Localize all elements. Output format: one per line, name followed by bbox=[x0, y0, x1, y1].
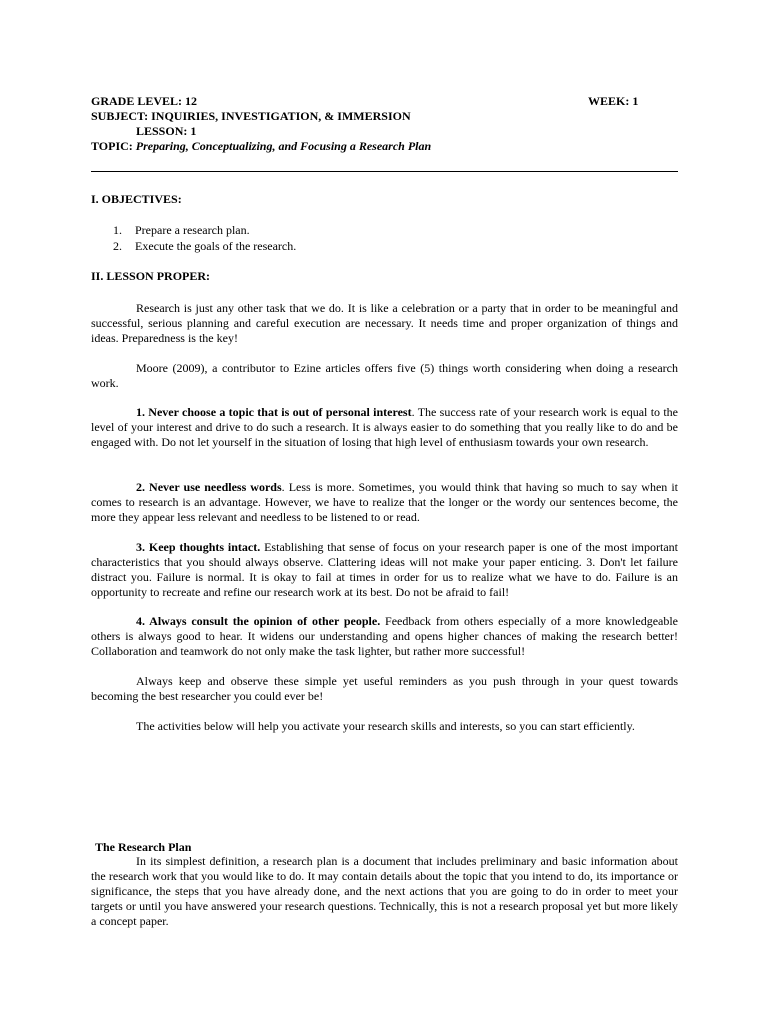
tip-title: 1. Never choose a topic that is out of personal interest bbox=[136, 405, 412, 419]
topic-label: TOPIC: bbox=[91, 139, 133, 153]
topic-value: Preparing, Conceptualizing, and Focusing a Research Plan bbox=[135, 139, 432, 153]
tip-title: 3. Keep thoughts intact. bbox=[136, 540, 261, 554]
tip-paragraph-3 bbox=[91, 540, 678, 600]
tip-title: 4. Always consult the opinion of other people. bbox=[136, 614, 381, 628]
tip-title: 2. Never use needless words bbox=[136, 480, 282, 494]
tip-body: Establishing that sense of focus on your research paper is one of the most important characteristics that you should always observe. Clattering ideas will not make your paper enticing. 3. Don't let failure distract you. Failure is normal. It is okay to fail at times in order for us to realize what we have to do. Failure is an opportunity to recreate and refine our research work at its best. Do not be afraid to fail! bbox=[91, 540, 679, 599]
tip-paragraph-2 bbox=[91, 480, 678, 525]
activities-paragraph: The activities below will help you activate your research skills and interests, so you can start efficiently. bbox=[136, 719, 635, 733]
lesson-label: LESSON: 1 bbox=[136, 124, 197, 138]
tip-body: . The success rate of your research work is equal to the level of your interest and drive to do such a research. It is always easier to do something that you really like to do and be engaged with. Do not let yourself in the situation of losing that high level of enthusiasm towards your own research. bbox=[91, 405, 679, 449]
list-item: 1. Prepare a research plan. bbox=[113, 223, 250, 237]
list-item: 2. Execute the goals of the research. bbox=[113, 239, 297, 253]
objectives-heading: I. OBJECTIVES: bbox=[91, 192, 182, 206]
grade-level: GRADE LEVEL: 12 bbox=[91, 94, 198, 108]
tip-paragraph-1 bbox=[91, 405, 678, 450]
week-label: WEEK: 1 bbox=[588, 94, 639, 108]
moore-paragraph: Moore (2009), a contributor to Ezine articles offers five (5) things worth considering when doing a research work. bbox=[91, 361, 678, 390]
tip-body: Feedback from others especially of a more knowledgeable others is always good to hear. It widens our understanding and opens higher chances of making the research better! Collaboration and teamwork do not only make the task lighter, but rather more successful! bbox=[91, 614, 679, 658]
reminder-paragraph: Always keep and observe these simple yet useful reminders as you push through in your quest towards becoming the best researcher you could ever be! bbox=[91, 674, 678, 703]
tip-body: . Less is more. Sometimes, you would think that having so much to say when it comes to research is an advantage. However, we have to realize that the longer or the wordy our sentences become, the more they appear less relevant and needless to be listened to or read. bbox=[91, 480, 678, 524]
lesson-proper-heading: II. LESSON PROPER: bbox=[91, 269, 211, 283]
subject-label: SUBJECT: INQUIRIES, INVESTIGATION, & IMMERSION bbox=[91, 109, 411, 123]
research-plan-title: The Research Plan bbox=[95, 840, 192, 854]
tip-paragraph-4 bbox=[91, 614, 678, 659]
header-divider bbox=[91, 171, 678, 172]
objectives-list bbox=[113, 222, 296, 254]
intro-paragraph: Research is just any other task that we do. It is like a celebration or a party that in order to be meaningful and successful, serious planning and careful execution are necessary. It needs time and proper organization of things and ideas. Preparedness is the key! bbox=[91, 301, 678, 345]
research-plan-paragraph: In its simplest definition, a research plan is a document that includes preliminary and basic information about the research work that you would like to do. It may contain details about the topic that you intend to do, its importance or significance, the steps that you have already done, and the next actions that you are going to do in order to meet your targets or until you have answered your research questions. Technically, this is not a research proposal yet but more likely a concept paper. bbox=[91, 854, 678, 928]
topic-line bbox=[91, 138, 431, 154]
